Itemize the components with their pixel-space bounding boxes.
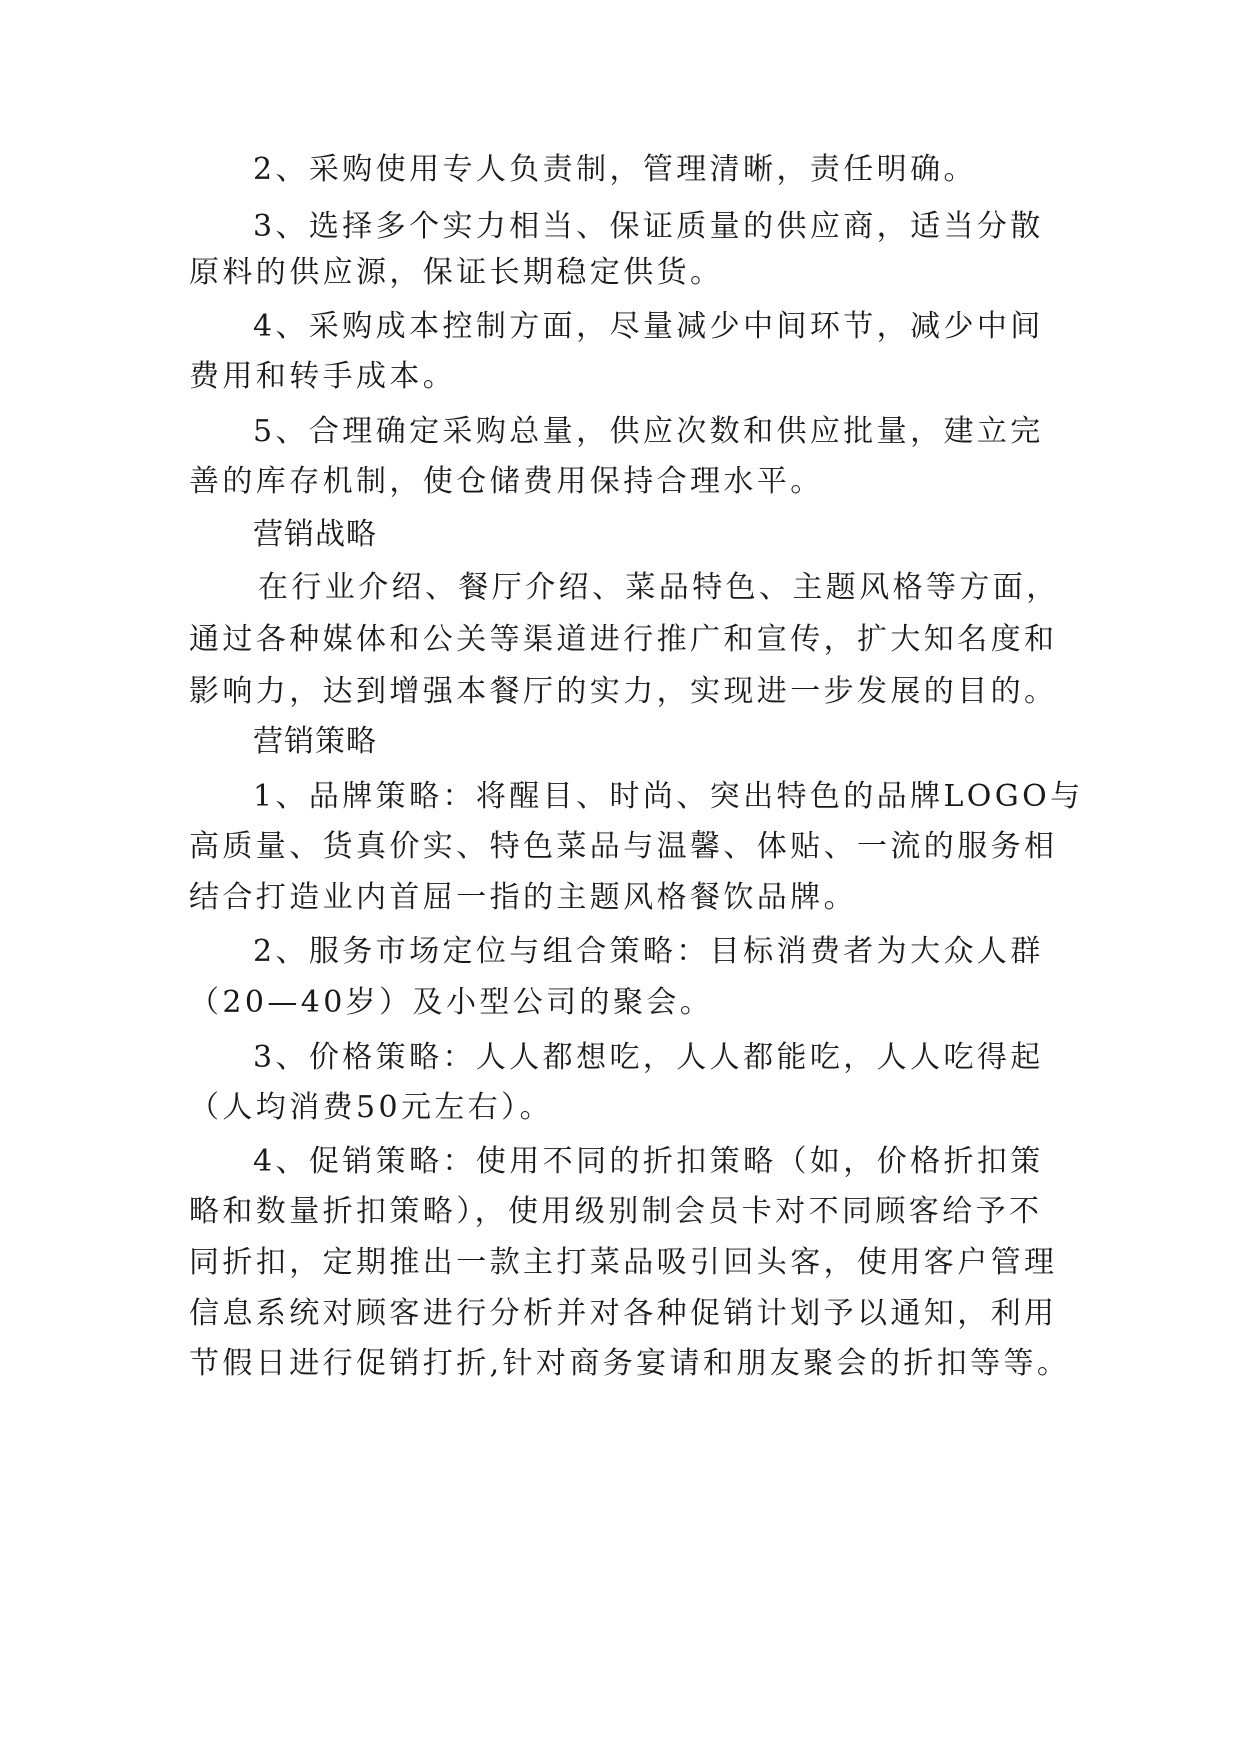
text-line: 4、采购成本控制方面，尽量减少中间环节，减少中间	[253, 309, 1044, 344]
text-line: 同折扣，定期推出一款主打菜品吸引回头客，使用客户管理	[189, 1245, 1058, 1280]
text-line: 节假日进行促销打折,针对商务宴请和朋友聚会的折扣等等。	[189, 1346, 1071, 1381]
text-line: 3、价格策略：人人都想吃，人人都能吃，人人吃得起	[253, 1040, 1044, 1075]
text-line: 原料的供应源，保证长期稳定供货。	[189, 255, 724, 290]
text-line: 4、促销策略：使用不同的折扣策略（如，价格折扣策	[253, 1144, 1044, 1179]
text-line: 费用和转手成本。	[189, 359, 457, 394]
text-line: 影响力，达到增强本餐厅的实力，实现进一步发展的目的。	[189, 674, 1058, 709]
section-heading-marketing-tactics: 营销策略	[253, 724, 377, 759]
text-line: 通过各种媒体和公关等渠道进行推广和宣传，扩大知名度和	[189, 622, 1058, 657]
text-line: 信息系统对顾客进行分析并对各种促销计划予以通知，利用	[189, 1296, 1058, 1331]
text-line: 2、服务市场定位与组合策略：目标消费者为大众人群	[253, 934, 1044, 969]
text-line: 善的库存机制，使仓储费用保持合理水平。	[189, 464, 824, 499]
text-line: 在行业介绍、餐厅介绍、菜品特色、主题风格等方面，	[258, 570, 1060, 605]
text-line: 略和数量折扣策略），使用级别制会员卡对不同顾客给予不	[189, 1194, 1043, 1229]
text-line: 2、采购使用专人负责制，管理清晰，责任明确。	[253, 152, 977, 187]
text-line: 3、选择多个实力相当、保证质量的供应商，适当分散	[253, 209, 1044, 244]
text-line: 结合打造业内首屈一指的主题风格餐饮品牌。	[189, 880, 857, 915]
section-heading-marketing-strategy: 营销战略	[253, 517, 377, 552]
text-line: 高质量、货真价实、特色菜品与温馨、体贴、一流的服务相	[189, 829, 1058, 864]
text-line: （20—40岁）及小型公司的聚会。	[189, 985, 714, 1020]
text-line: （人均消费50元左右）。	[189, 1090, 553, 1125]
text-line: 5、合理确定采购总量，供应次数和供应批量，建立完	[253, 414, 1044, 449]
text-line: 1、品牌策略：将醒目、时尚、突出特色的品牌LOGO与	[253, 779, 1084, 814]
